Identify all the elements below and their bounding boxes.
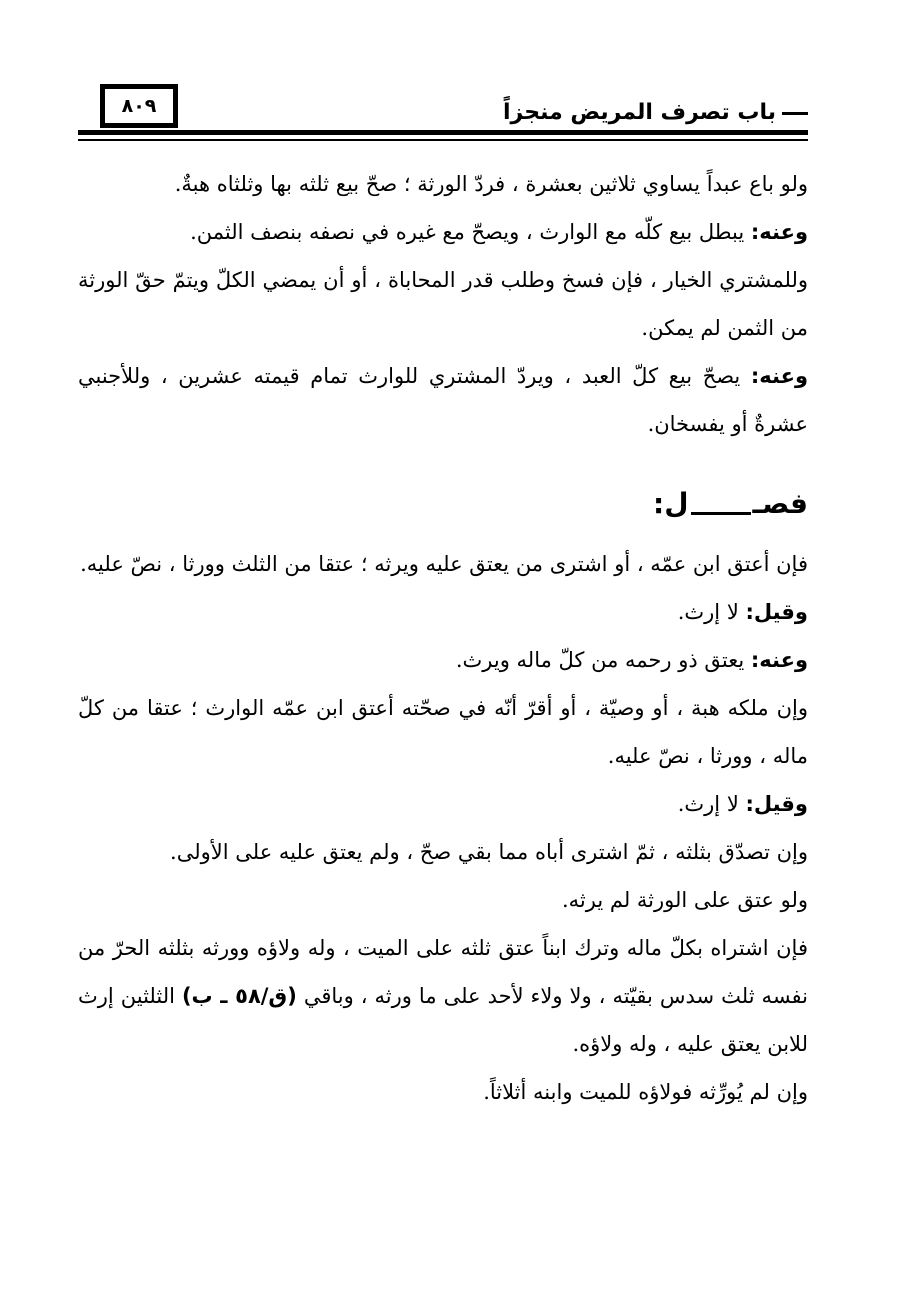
paragraph-2-text: يبطل بيع كلّه مع الوارث ، ويصحّ مع غيره في نصفه بنصف الثمن. — [190, 220, 751, 244]
paragraph-12-text: فإن اشتراه بكلّ ماله وترك ابناً عتق ثلثه على الميت ، وله ولاؤه وورثه بثلثه الحرّ من نفسه ثلث سدس بقيّته ، ولا ولاء لأحد على ما ورثه ، وباقي — [78, 936, 809, 1008]
paragraph-9-lead: وقيل: — [745, 792, 808, 816]
chapter-title-text: باب تصرف المريض منجزاً — [503, 100, 776, 125]
paragraph-11: ولو عتق على الورثة لم يرثه. — [561, 888, 808, 912]
paragraph-7-lead: وعنه: — [750, 648, 808, 672]
header-rule-thin — [78, 139, 808, 141]
manuscript-folio-ref: (ق/٥٨ ـ ب) — [181, 984, 297, 1008]
title-dash — [782, 112, 808, 115]
paragraph-2 — [78, 208, 808, 256]
paragraph-10: وإن تصدّق بثلثه ، ثمّ اشترى أباه مما بقي صحّ ، ولم يعتق عليه على الأولى. — [170, 840, 808, 864]
paragraph-9 — [78, 780, 808, 828]
page-number: ٨٠٩ — [100, 84, 178, 128]
paragraph-6-lead: وقيل: — [745, 600, 808, 624]
paragraph-13: وإن لم يُورِّثه فولاؤه للميت وابنه أثلاثاً. — [483, 1080, 808, 1104]
paragraph-12 — [78, 924, 808, 1068]
page-body — [78, 160, 808, 1116]
paragraph-6 — [78, 588, 808, 636]
page-header — [78, 84, 808, 148]
paragraph-1: ولو باع عبداً يساوي ثلاثين بعشرة ، فردّ الورثة ؛ صحّ بيع ثلثه بها وثلثاه هبةٌ. — [174, 172, 808, 196]
paragraph-5: فإن أعتق ابن عمّه ، أو اشترى من يعتق عليه ويرثه ؛ عتقا من الثلث وورثا ، نصّ عليه. — [80, 552, 808, 576]
section-heading — [78, 476, 808, 532]
paragraph-7-text: يعتق ذو رحمه من كلّ ماله ويرث. — [455, 648, 751, 672]
paragraph-8: وإن ملكه هبة ، أو وصيّة ، أو أقرّ أنّه في صحّته أعتق ابن عمّه الوارث ؛ عتقا من كلّ ماله ، وورثا ، نصّ عليه. — [78, 696, 808, 768]
paragraph-9-text: لا إرث. — [677, 792, 746, 816]
paragraph-2-lead: وعنه: — [750, 220, 808, 244]
section-heading-start: فصـ — [752, 487, 808, 520]
paragraph-4 — [78, 352, 808, 448]
paragraph-12-tail: الثلثين إرث للابن يعتق عليه ، وله ولاؤه. — [78, 984, 808, 1056]
chapter-title — [493, 96, 808, 130]
paragraph-4-lead: وعنه: — [750, 364, 808, 388]
paragraph-7 — [78, 636, 808, 684]
header-rule-thick — [78, 130, 808, 135]
paragraph-6-text: لا إرث. — [677, 600, 746, 624]
section-heading-end: ل: — [653, 487, 689, 520]
section-heading-kashida — [691, 512, 751, 515]
paragraph-3: وللمشتري الخيار ، فإن فسخ وطلب قدر المحاباة ، أو أن يمضي الكلّ ويتمّ حقّ الورثة من الثمن لم يمكن. — [78, 268, 808, 340]
paragraph-4-text: يصحّ بيع كلّ العبد ، ويردّ المشتري للوارث تمام قيمته عشرين ، وللأجنبي عشرةٌ أو يفسخان. — [78, 364, 808, 436]
